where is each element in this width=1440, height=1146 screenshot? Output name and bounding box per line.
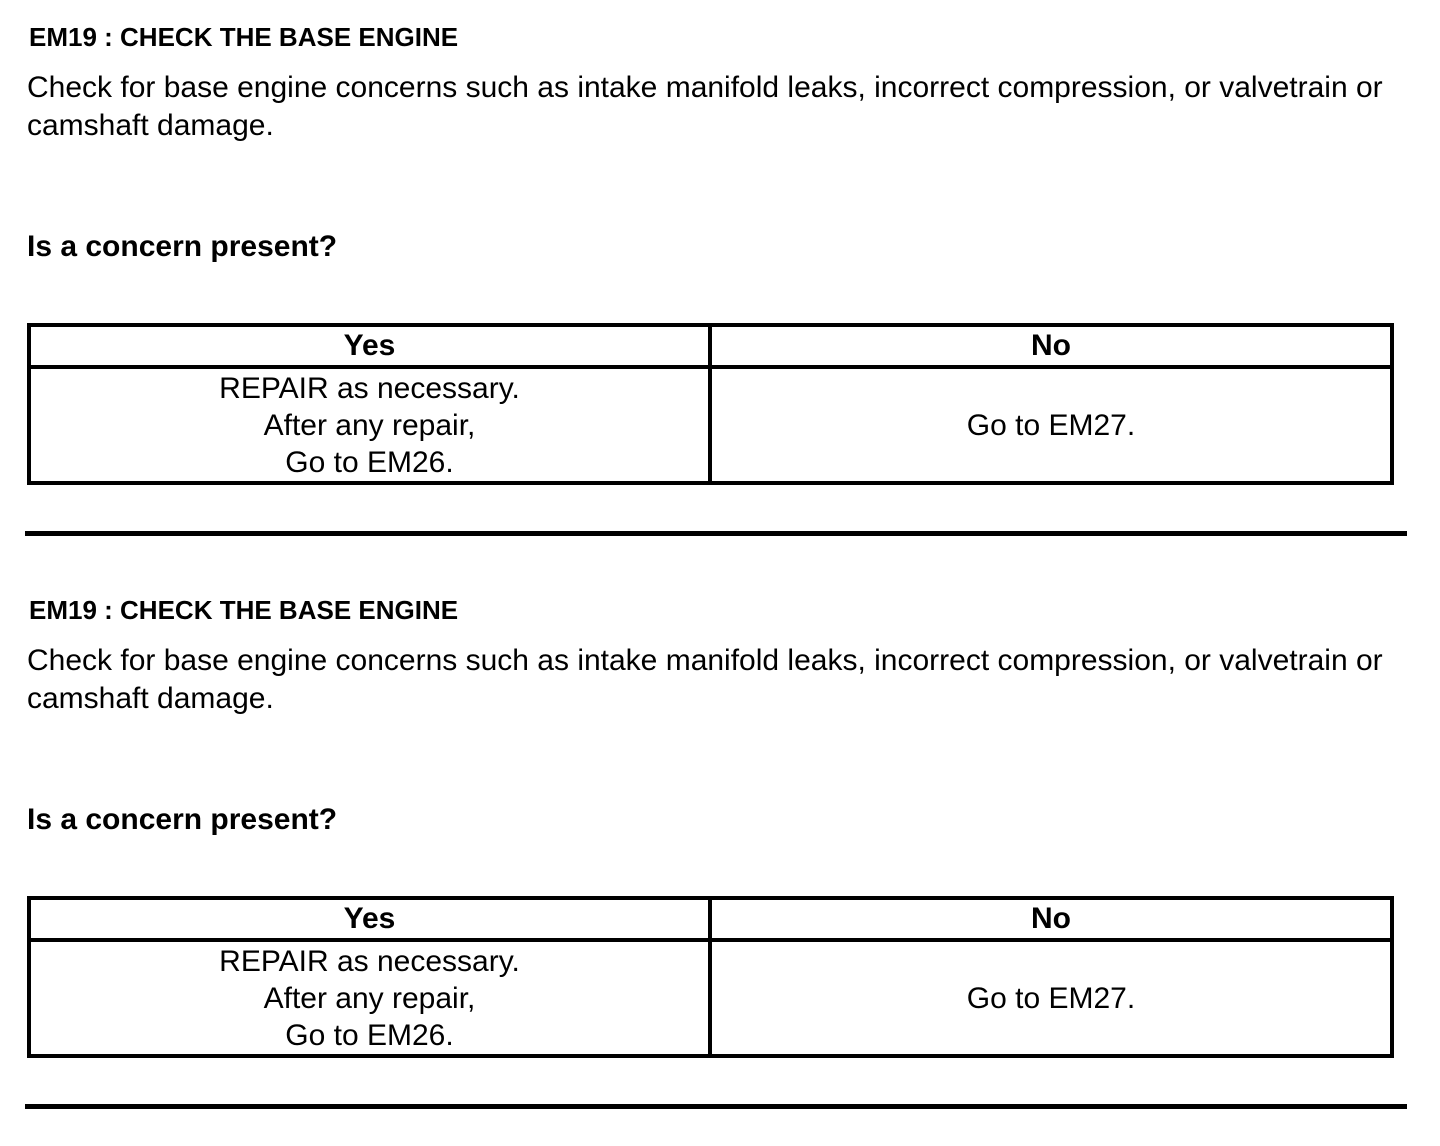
yes-action-cell (29, 940, 710, 1056)
step-title: EM19 : CHECK THE BASE ENGINE (29, 595, 459, 625)
step-description: Check for base engine concerns such as intake manifold leaks, incorrect compression, or valvetrain or camshaft damage. (27, 644, 1383, 715)
section-divider (25, 1104, 1407, 1109)
table-row (29, 367, 1392, 483)
step-description: Check for base engine concerns such as intake manifold leaks, incorrect compression, or valvetrain or camshaft damage. (27, 71, 1383, 142)
no-header: No (710, 325, 1392, 367)
yes-action-line: REPAIR as necessary. (219, 371, 520, 405)
table-header-row (29, 898, 1392, 940)
yes-action-cell (29, 367, 710, 483)
yes-action-line: Go to EM26. (285, 1018, 454, 1052)
no-header: No (710, 898, 1392, 940)
section-divider (25, 531, 1407, 536)
decision-table (27, 896, 1394, 1058)
step-title: EM19 : CHECK THE BASE ENGINE (29, 22, 459, 52)
diagnostic-step (0, 573, 1440, 1146)
yes-action-line: REPAIR as necessary. (219, 944, 520, 978)
step-question: Is a concern present? (27, 803, 338, 836)
yes-header: Yes (29, 325, 710, 367)
decision-table (27, 323, 1394, 485)
step-question: Is a concern present? (27, 230, 338, 263)
yes-action-line: Go to EM26. (285, 445, 454, 479)
no-action-cell: Go to EM27. (710, 367, 1392, 483)
table-row (29, 940, 1392, 1056)
yes-action-line: After any repair, (263, 981, 476, 1015)
yes-action-line: After any repair, (263, 408, 476, 442)
no-action-cell: Go to EM27. (710, 940, 1392, 1056)
table-header-row (29, 325, 1392, 367)
yes-header: Yes (29, 898, 710, 940)
